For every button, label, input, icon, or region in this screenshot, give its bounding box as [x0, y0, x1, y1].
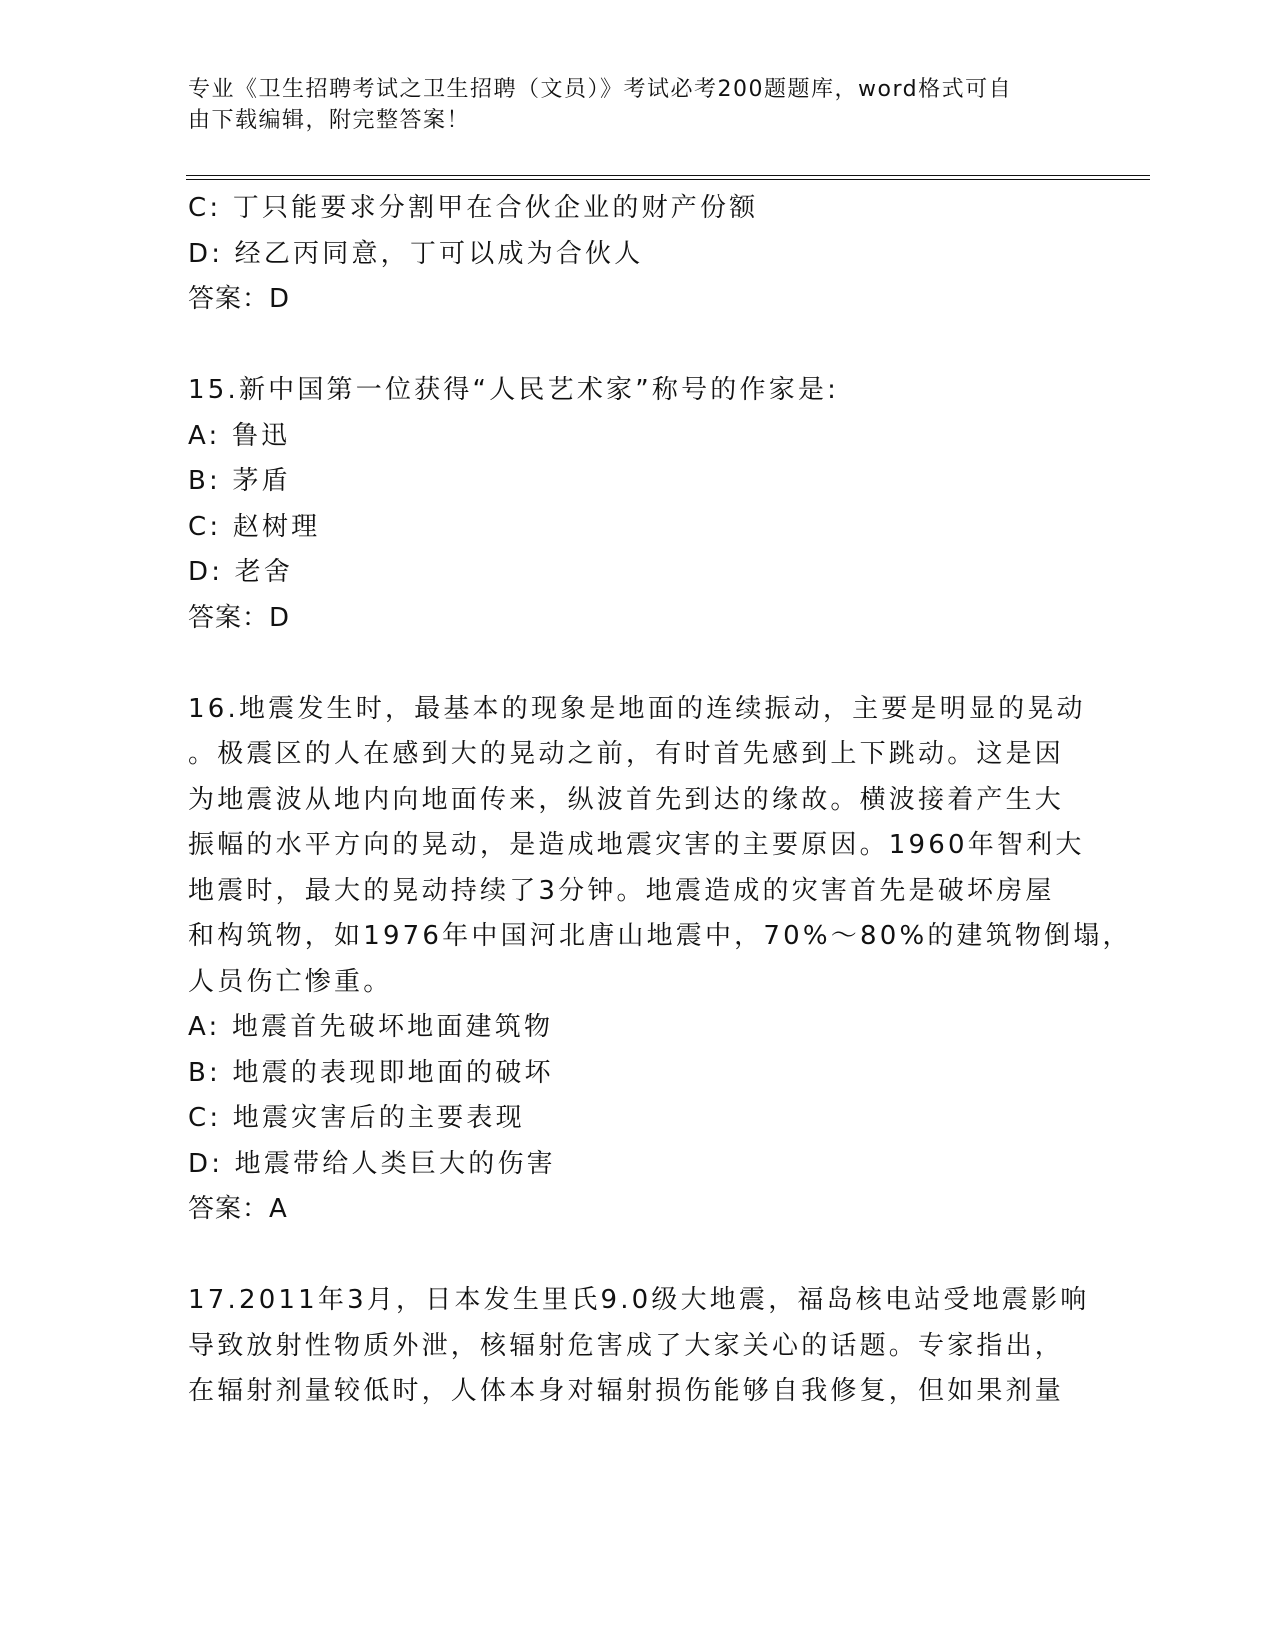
question-stem-line: 导致放射性物质外泄，核辐射危害成了大家关心的话题。专家指出，	[188, 1330, 1065, 1361]
option-c: C: 地震灾害后的主要表现	[188, 1103, 525, 1133]
option-c: C: 赵树理	[188, 511, 321, 542]
answer-line: 答案：A	[188, 1194, 288, 1224]
question-stem-line: 和构筑物，如1976年中国河北唐山地震中，70%～80%的建筑物倒塌，	[188, 921, 1132, 951]
option-d: D: 地震带给人类巨大的伤害	[188, 1148, 556, 1179]
document-header	[188, 74, 1088, 136]
question-stem-line: 在辐射剂量较低时，人体本身对辐射损伤能够自我修复，但如果剂量	[188, 1376, 1065, 1406]
header-divider	[186, 175, 1150, 181]
spacer	[188, 1233, 1088, 1279]
answer-line: 答案：D	[188, 602, 291, 633]
option-a: A: 地震首先破坏地面建筑物	[188, 1012, 554, 1042]
option-c: C: 丁只能要求分割甲在合伙企业的财产份额	[188, 193, 759, 223]
question-stem-line: 17.2011年3月，日本发生里氏9.0级大地震，福岛核电站受地震影响	[188, 1285, 1090, 1315]
question-stem-line: 人员伤亡惨重。	[188, 966, 393, 997]
option-d: D: 经乙丙同意，丁可以成为合伙人	[188, 238, 644, 269]
spacer	[188, 323, 1088, 369]
option-b: B: 茅盾	[188, 466, 291, 496]
question-17	[188, 1278, 1088, 1415]
question-stem-line: 。极震区的人在感到大的晃动之前，有时首先感到上下跳动。这是因	[188, 739, 1065, 769]
question-15	[188, 368, 1088, 641]
spacer	[188, 641, 1088, 687]
question-stem-line: 为地震波从地内向地面传来，纵波首先到达的缘故。横波接着产生大	[188, 784, 1065, 815]
option-a: A: 鲁迅	[188, 420, 291, 451]
question-stem-line: 地震时，最大的晃动持续了3分钟。地震造成的灾害首先是破坏房屋	[188, 875, 1055, 906]
question-16	[188, 687, 1132, 1233]
header-line-1: 专业《卫生招聘考试之卫生招聘（文员）》考试必考200题题库，word格式可自	[188, 77, 1013, 102]
answer-line: 答案：D	[188, 284, 291, 314]
document-body	[188, 186, 1132, 1415]
header-divider-line-bottom	[186, 179, 1150, 180]
question-14-continued	[188, 186, 1088, 323]
option-b: B: 地震的表现即地面的破坏	[188, 1057, 554, 1088]
question-stem: 15.新中国第一位获得“人民艺术家”称号的作家是:	[188, 375, 840, 405]
header-divider-line-top	[186, 175, 1150, 176]
question-stem-line: 振幅的水平方向的晃动，是造成地震灾害的主要原因。1960年智利大	[188, 830, 1085, 860]
header-line-2: 由下载编辑，附完整答案！	[188, 108, 471, 133]
question-stem-line: 16.地震发生时，最基本的现象是地面的连续振动，主要是明显的晃动	[188, 693, 1086, 724]
option-d: D: 老舍	[188, 557, 294, 587]
